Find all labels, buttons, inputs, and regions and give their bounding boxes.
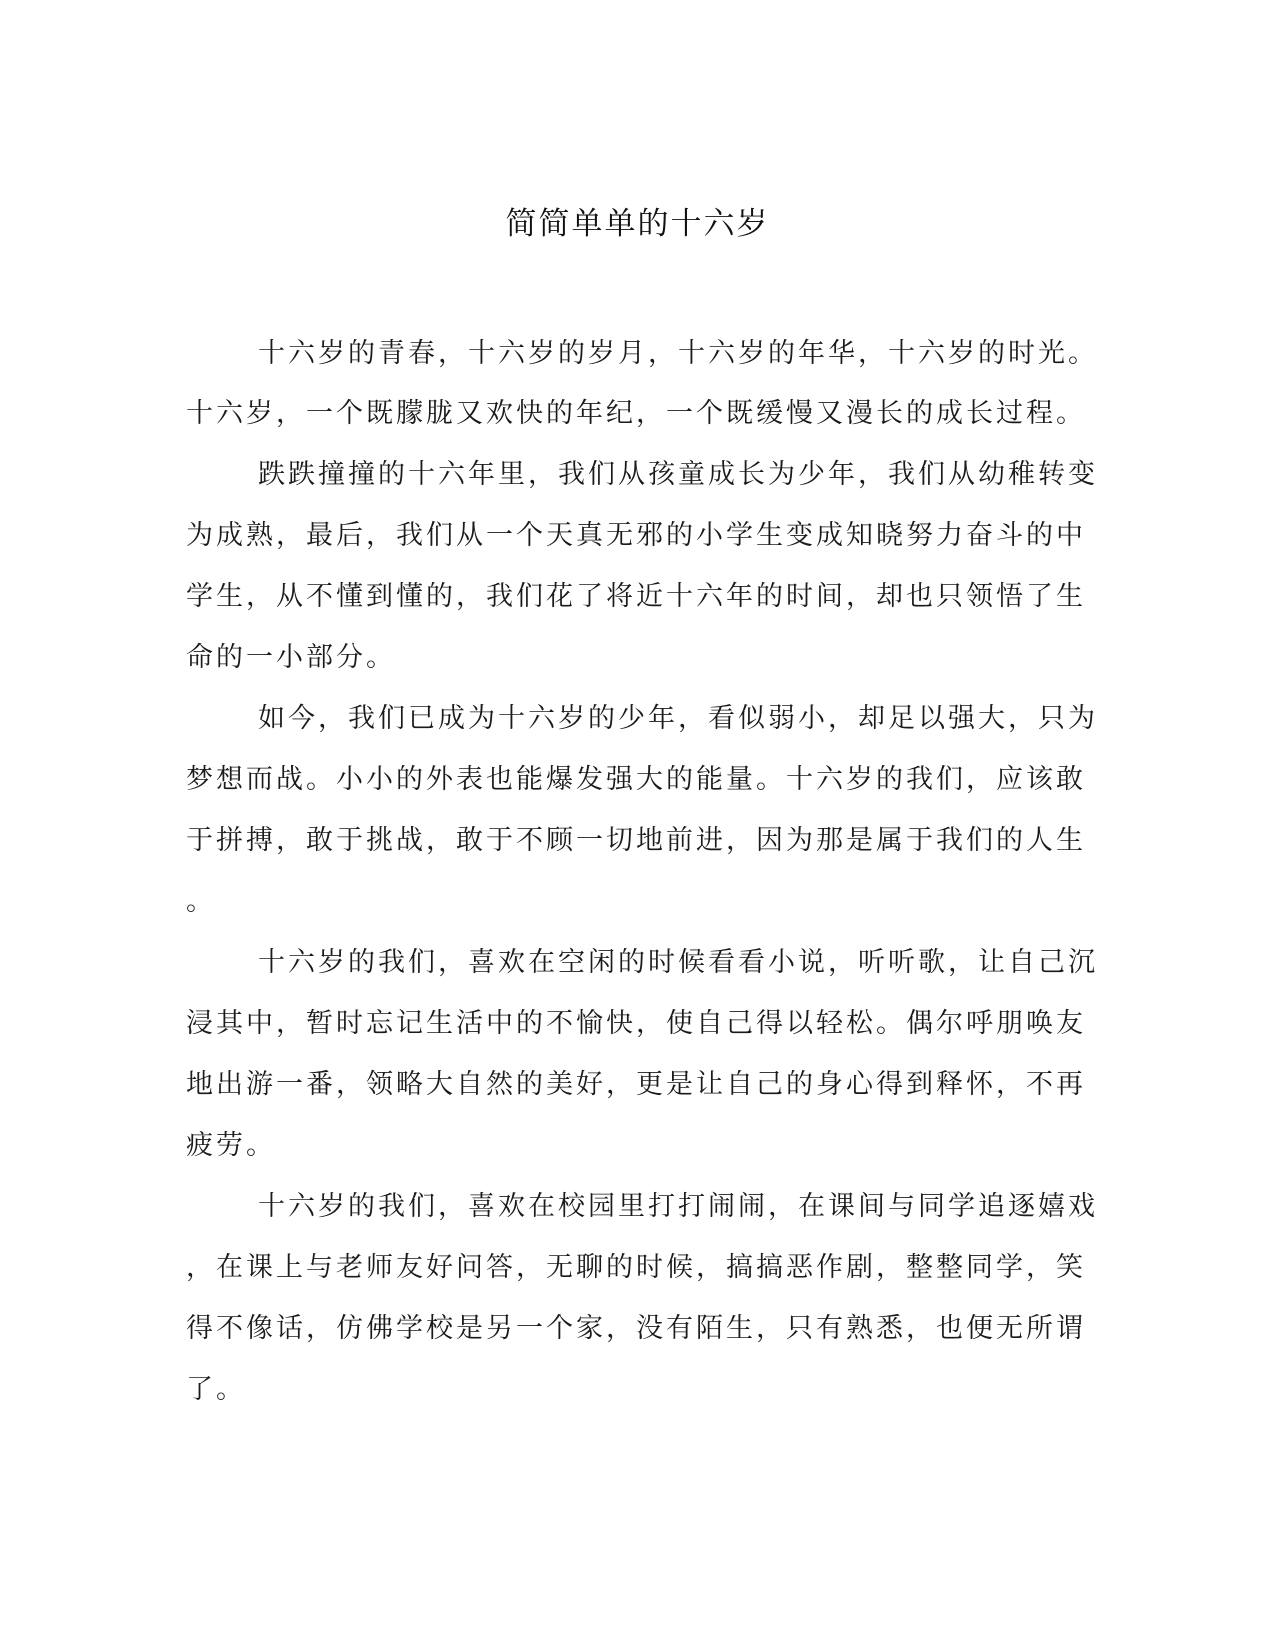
paragraph-line: 十六岁的我们，喜欢在校园里打打闹闹，在课间与同学追逐嬉戏 [258, 1191, 1098, 1222]
paragraph-line: 地出游一番，领略大自然的美好，更是让自己的身心得到释怀，不再 [186, 1069, 1086, 1100]
paragraph-line: 疲劳。 [186, 1130, 276, 1161]
paragraph-line: 了。 [186, 1374, 246, 1405]
paragraph-line: 。 [186, 886, 216, 917]
paragraph-5 [186, 1176, 1098, 1420]
paragraph-3 [186, 688, 1098, 932]
paragraph-line: 跌跌撞撞的十六年里，我们从孩童成长为少年，我们从幼稚转变 [258, 459, 1098, 490]
paragraph-2 [186, 444, 1098, 688]
paragraph-line: 得不像话，仿佛学校是另一个家，没有陌生，只有熟悉，也便无所谓 [186, 1313, 1086, 1344]
paragraph-line: 十六岁的我们，喜欢在空闲的时候看看小说，听听歌，让自己沉 [258, 947, 1098, 978]
paragraph-line: 十六岁，一个既朦胧又欢快的年纪，一个既缓慢又漫长的成长过程。 [186, 398, 1086, 429]
paragraph-line: 于拼搏，敢于挑战，敢于不顾一切地前进，因为那是属于我们的人生 [186, 825, 1086, 856]
paragraph-line: 如今，我们已成为十六岁的少年，看似弱小，却足以强大，只为 [258, 703, 1098, 734]
paragraph-line: 浸其中，暂时忘记生活中的不愉快，使自己得以轻松。偶尔呼朋唤友 [186, 1008, 1086, 1039]
paragraph-4 [186, 932, 1098, 1176]
paragraph-line: 学生，从不懂到懂的，我们花了将近十六年的时间，却也只领悟了生 [186, 581, 1086, 612]
paragraph-line: 命的一小部分。 [186, 642, 396, 673]
paragraph-line: 十六岁的青春，十六岁的岁月，十六岁的年华，十六岁的时光。 [258, 338, 1098, 369]
document-title: 简简单单的十六岁 [505, 206, 770, 242]
paragraph-line: ，在课上与老师友好问答，无聊的时候，搞搞恶作剧，整整同学，笑 [186, 1252, 1086, 1283]
paragraph-line: 为成熟，最后，我们从一个天真无邪的小学生变成知晓努力奋斗的中 [186, 520, 1086, 551]
paragraph-line: 梦想而战。小小的外表也能爆发强大的能量。十六岁的我们，应该敢 [186, 764, 1086, 795]
document-body [186, 325, 1098, 1420]
paragraph-1 [186, 325, 1098, 444]
